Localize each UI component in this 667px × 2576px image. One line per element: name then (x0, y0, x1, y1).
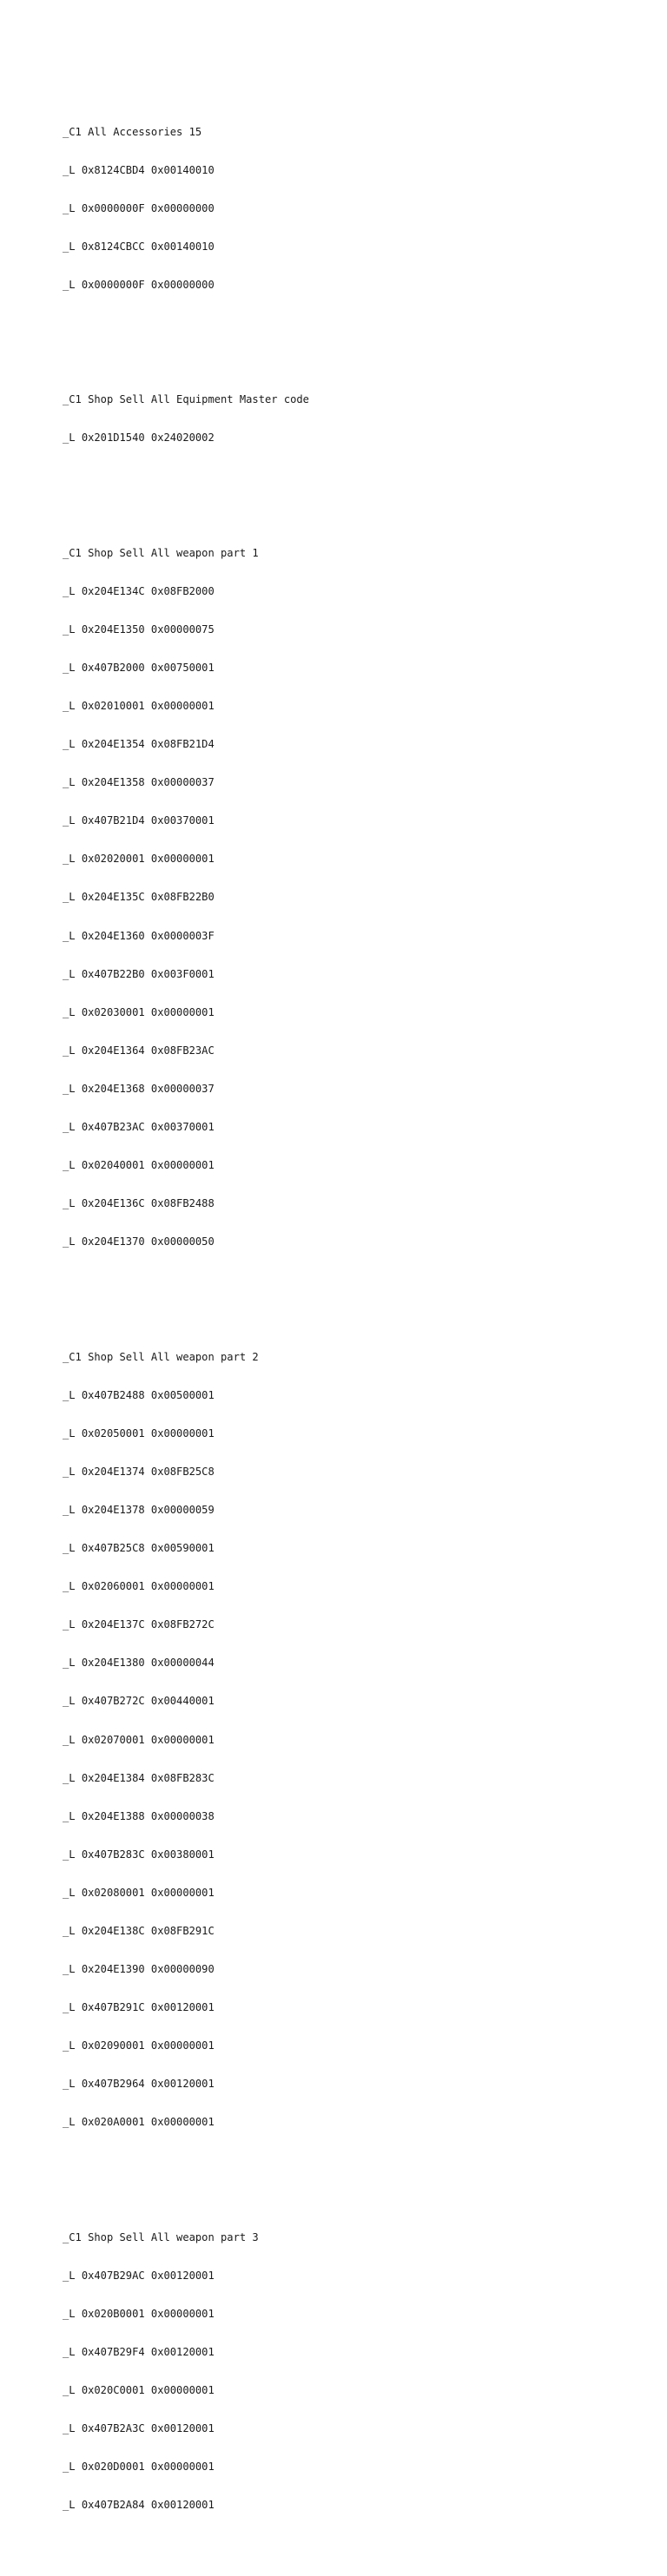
code-line: _L 0x407B2488 0x00500001 (63, 1388, 215, 1401)
code-line: _L 0x02020001 0x00000001 (63, 853, 215, 866)
code-line: _L 0x204E1378 0x00000059 (63, 1503, 215, 1516)
code-line: _L 0x407B29AC 0x00120001 (63, 2269, 215, 2282)
code-line: _L 0x407B25C8 0x00590001 (63, 1542, 215, 1555)
cheat-code-document (63, 62, 653, 2576)
code-line: _L 0x020C0001 0x00000001 (63, 2384, 215, 2397)
code-line: _L 0x204E1354 0x08FB21D4 (63, 738, 215, 751)
code-line: _L 0x407B29F4 0x00120001 (63, 2346, 215, 2359)
code-line: _L 0x204E1388 0x00000038 (63, 1809, 215, 1822)
code-line: _L 0x020B0001 0x00000001 (63, 2307, 215, 2320)
code-block-all-accessories (63, 100, 653, 317)
code-line: _L 0x204E138C 0x08FB291C (63, 1924, 215, 1937)
code-line: _L 0x204E1370 0x00000050 (63, 1235, 215, 1248)
code-line: _L 0x204E1364 0x08FB23AC (63, 1044, 215, 1057)
code-line: _L 0x204E135C 0x08FB22B0 (63, 891, 215, 904)
code-line: _L 0x02010001 0x00000001 (63, 699, 215, 712)
code-line: _L 0x204E137C 0x08FB272C (63, 1618, 215, 1631)
code-line: _L 0x407B21D4 0x00370001 (63, 814, 215, 827)
code-line: _L 0x020D0001 0x00000001 (63, 2461, 215, 2474)
code-block-weapon-part-3 (63, 2205, 653, 2537)
code-line: _L 0x204E1380 0x00000044 (63, 1657, 215, 1670)
code-line: _L 0x204E1360 0x0000003F (63, 929, 215, 942)
code-line: _L 0x0000000F 0x00000000 (63, 278, 215, 291)
code-line: _L 0x204E134C 0x08FB2000 (63, 584, 215, 597)
code-block-weapon-part-2 (63, 1325, 653, 2154)
code-line: _L 0x02030001 0x00000001 (63, 1005, 215, 1018)
code-block-header: _C1 All Accessories 15 (63, 125, 202, 138)
code-line: _L 0x02080001 0x00000001 (63, 1886, 215, 1899)
code-block-header: _C1 Shop Sell All Equipment Master code (63, 393, 309, 406)
code-line: _L 0x204E1374 0x08FB25C8 (63, 1465, 215, 1478)
code-line: _L 0x02040001 0x00000001 (63, 1159, 215, 1172)
code-line: _L 0x407B272C 0x00440001 (63, 1695, 215, 1708)
code-line: _L 0x0000000F 0x00000000 (63, 201, 215, 214)
code-block-header: _C1 Shop Sell All weapon part 1 (63, 546, 259, 559)
code-line: _L 0x204E1350 0x00000075 (63, 623, 215, 636)
code-line: _L 0x020A0001 0x00000001 (63, 2116, 215, 2129)
code-line: _L 0x407B2A84 0x00120001 (63, 2499, 215, 2512)
code-line: _L 0x407B2000 0x00750001 (63, 661, 215, 674)
code-block-header: _C1 Shop Sell All weapon part 3 (63, 2230, 259, 2243)
code-block-weapon-part-1 (63, 521, 653, 1274)
code-line: _L 0x204E136C 0x08FB2488 (63, 1197, 215, 1210)
code-block-header: _C1 Shop Sell All weapon part 2 (63, 1350, 259, 1363)
code-line: _L 0x201D1540 0x24020002 (63, 432, 215, 445)
code-line: _L 0x407B283C 0x00380001 (63, 1848, 215, 1861)
code-line: _L 0x8124CBD4 0x00140010 (63, 163, 215, 176)
code-line: _L 0x02050001 0x00000001 (63, 1426, 215, 1440)
code-line: _L 0x204E1390 0x00000090 (63, 1963, 215, 1976)
code-line: _L 0x02090001 0x00000001 (63, 2039, 215, 2052)
code-line: _L 0x8124CBCC 0x00140010 (63, 240, 215, 253)
code-line: _L 0x204E1358 0x00000037 (63, 776, 215, 789)
code-line: _L 0x02070001 0x00000001 (63, 1733, 215, 1746)
code-line: _L 0x204E1368 0x00000037 (63, 1082, 215, 1095)
code-line: _L 0x407B23AC 0x00370001 (63, 1120, 215, 1133)
code-line: _L 0x407B291C 0x00120001 (63, 2001, 215, 2014)
code-line: _L 0x204E1384 0x08FB283C (63, 1771, 215, 1784)
code-line: _L 0x407B2964 0x00120001 (63, 2078, 215, 2091)
code-line: _L 0x02060001 0x00000001 (63, 1580, 215, 1593)
code-line: _L 0x407B2A3C 0x00120001 (63, 2422, 215, 2435)
code-line: _L 0x407B22B0 0x003F0001 (63, 967, 215, 980)
code-block-shop-sell-master (63, 368, 653, 471)
